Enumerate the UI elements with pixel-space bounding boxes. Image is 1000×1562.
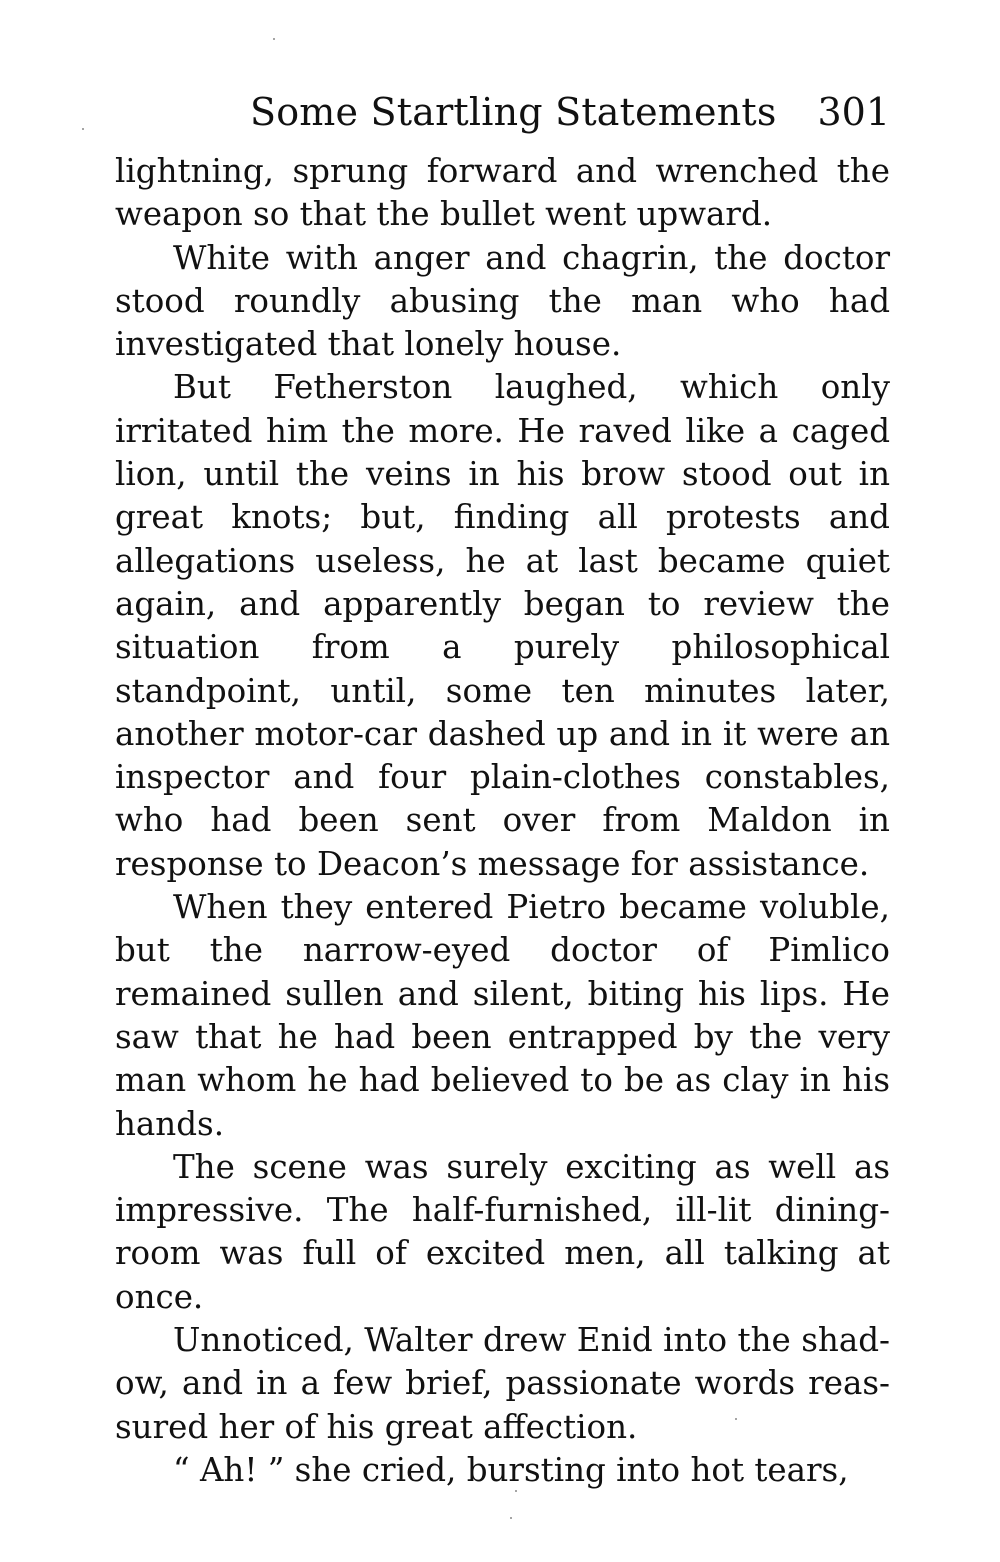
- scan-speck: [273, 38, 275, 40]
- paragraph: When they entered Pietro became voluble, but the narrow-eyed doctor of Pimlico remained sullen and silent, biting his lips. He saw that he had been entrapped by the very man whom he had believed to be as clay in his hands.: [115, 888, 890, 1143]
- paragraph: White with anger and chagrin, the doctor stood roundly abusing the man who had investigated that lonely house.: [115, 238, 890, 364]
- paragraph: lightning, sprung forward and wrenched the weapon so that the bullet went upward.: [115, 152, 890, 234]
- scan-speck: [510, 1517, 512, 1519]
- chapter-title: Some Startling Statements: [250, 90, 777, 134]
- paragraph: The scene was surely exciting as well as impressive. The half-furnished, ill-lit dining-room was full of excited men, all talking at once.: [115, 1147, 890, 1316]
- running-head: [250, 86, 890, 138]
- scan-speck: [735, 1418, 737, 1420]
- scan-speck: [515, 1490, 517, 1492]
- paragraph: But Fetherston laughed, which only irritated him the more. He raved like a caged lion, until the veins in his brow stood out in great knots; but, finding all protests and allegations useless, he at last became quiet again, and apparently began to review the situation from a purely philosophical standpoint, until, some ten minutes later, another motor-car dashed up and in it were an inspector and four plain-clothes constables, who had been sent over from Maldon in response to Deacon’s message for assistance.: [115, 368, 890, 883]
- body-text: [115, 150, 890, 1492]
- paragraph: “ Ah! ” she cried, bursting into hot tears,: [173, 1450, 849, 1489]
- page-number: 301: [817, 90, 890, 134]
- paragraph: Unnoticed, Walter drew Enid into the shadow, and in a few brief, passionate words reassured her of his great affection.: [115, 1321, 890, 1446]
- scan-speck: [82, 128, 84, 130]
